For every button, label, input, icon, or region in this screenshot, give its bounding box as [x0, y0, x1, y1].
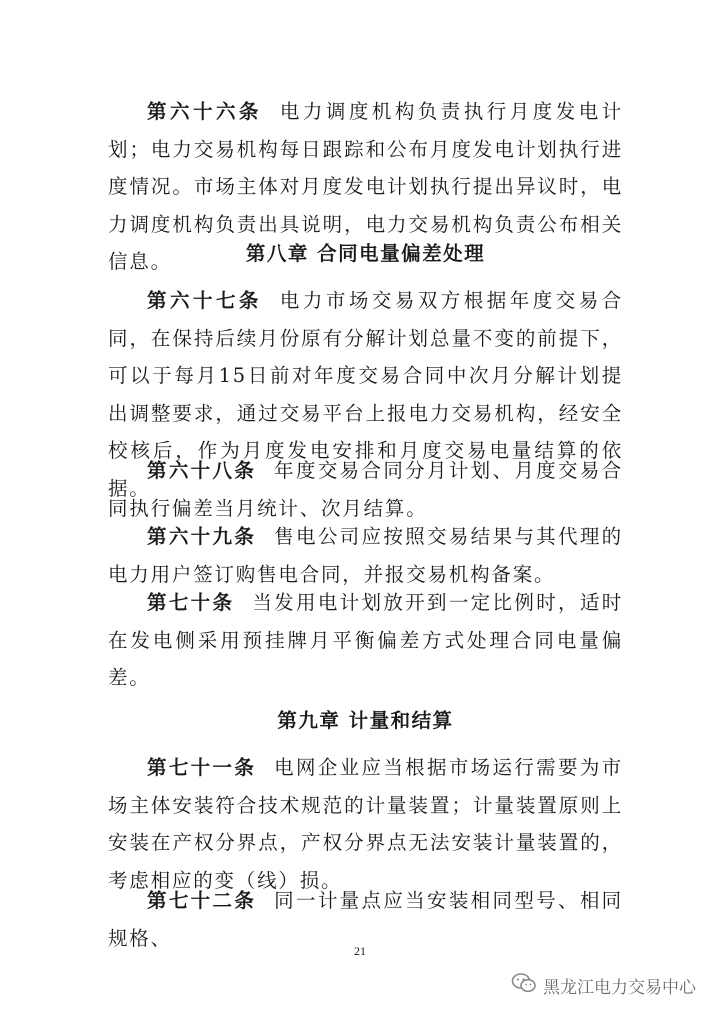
watermark — [511, 973, 696, 997]
article-68 — [108, 452, 623, 527]
article-text: 电力调度机构负责执行月度发电计划；电力交易机构每日跟踪和公布月度发电计划执行进度情况。市场主体对月度发电计划执行提出异议时，电力调度机构负责出具说明，电力交易机构负责公布相关信息。 — [108, 100, 623, 273]
article-text: 年度交易合同分月计划、月度交易合同执行偏差当月统计、次月结算。 — [108, 459, 623, 520]
watermark-text: 黑龙江电力交易中心 — [543, 977, 696, 998]
page-number: 21 — [354, 944, 366, 958]
article-text: 电网企业应当根据市场运行需要为市场主体安装符合技术规范的计量装置；计量装置原则上安装在产权分界点，产权分界点无法安装计量装置的，考虑相应的变（线）损。 — [108, 756, 623, 892]
article-number: 第七十一条 — [147, 756, 257, 779]
article-text: 当发用电计划放开到一定比例时，适时在发电侧采用预挂牌月平衡偏差方式处理合同电量偏差。 — [108, 591, 623, 689]
article-number: 第六十九条 — [147, 525, 257, 548]
article-number: 第六十八条 — [147, 459, 257, 482]
article-71 — [108, 749, 623, 899]
article-text: 售电公司应按照交易结果与其代理的电力用户签订购售电合同，并报交易机构备案。 — [108, 525, 623, 586]
article-text: 电力市场交易双方根据年度交易合同，在保持后续月份原有分解计划总量不变的前提下，可以于每月15日前对年度交易合同中次月分解计划提出调整要求，通过交易平台上报电力交易机构，经安全校核后，作为月度发电安排和月度交易电量结算的依据。 — [108, 289, 623, 500]
chapter-heading-8: 第八章 合同电量偏差处理 — [245, 242, 486, 265]
chapter-heading-9: 第九章 计量和结算 — [277, 709, 454, 732]
article-69 — [108, 518, 623, 593]
article-text: 同一计量点应当安装相同型号、相同规格、 — [108, 889, 623, 950]
article-number: 第六十七条 — [147, 289, 262, 312]
article-number: 第七十二条 — [147, 889, 257, 912]
article-70 — [108, 584, 623, 697]
article-number: 第七十条 — [147, 591, 235, 614]
article-number: 第六十六条 — [147, 100, 262, 123]
wechat-icon — [511, 972, 537, 999]
